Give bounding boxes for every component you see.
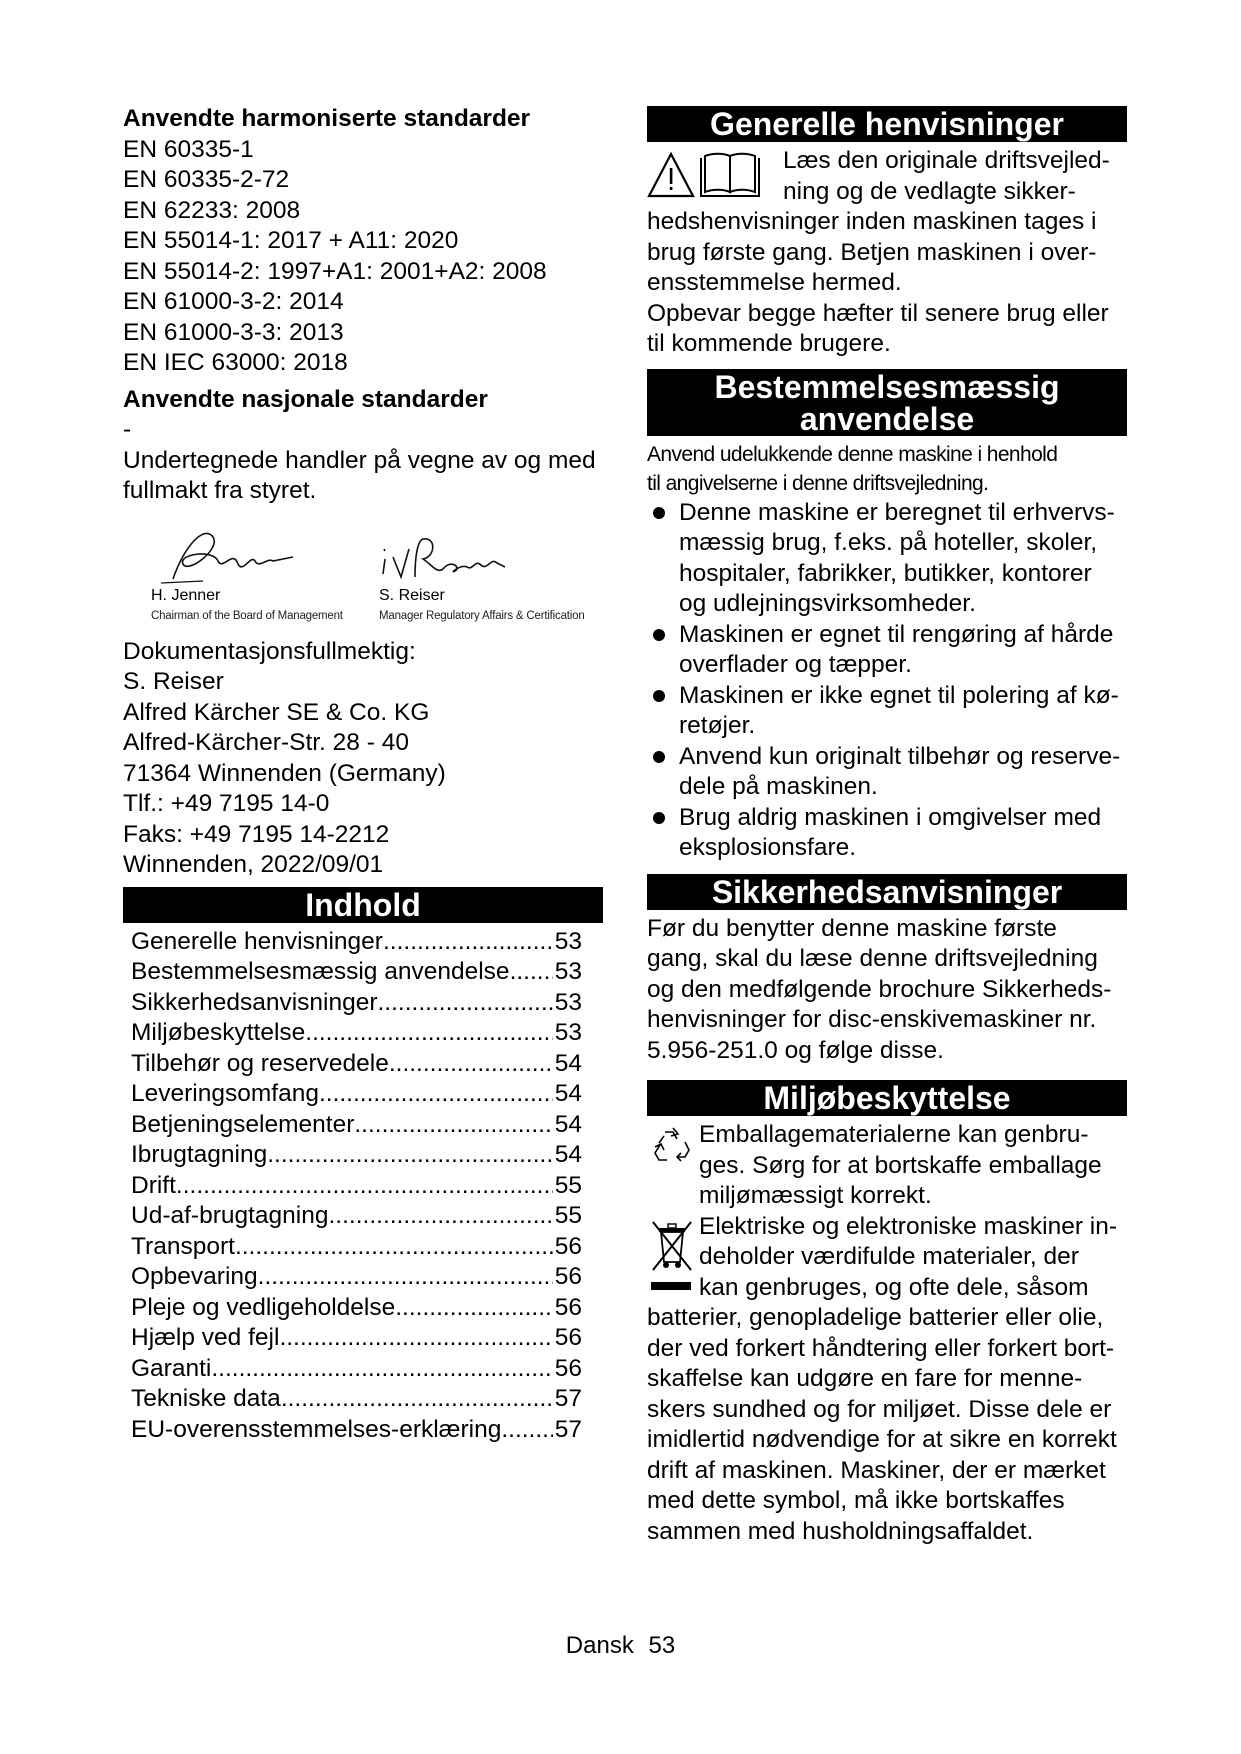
weee-line: skaffelse kan udgøre en fare for menne- (647, 1365, 1083, 1392)
general-line: ensstemmelse hermed. (647, 269, 902, 296)
safety-line: 5.956-251.0 og følge disse. (647, 1036, 944, 1064)
toc-entry[interactable] (131, 1018, 582, 1049)
bullet-icon (653, 690, 665, 702)
signed-text: Undertegnede handler på vegne av og med fullmakt fra styret. (123, 446, 596, 504)
toc-entry[interactable] (131, 1354, 582, 1385)
list-line: retøjer. (679, 712, 756, 739)
standard-item: EN 60335-1 (123, 135, 254, 163)
toc-title: Bestemmelsesmæssig anvendelse (131, 958, 510, 985)
toc-page: 56 (554, 1354, 582, 1382)
standard-item: EN IEC 63000: 2018 (123, 349, 348, 376)
address-line: Dokumentasjonsfullmektig: (123, 637, 416, 665)
weee-line: deholder værdifulde materialer, der (699, 1243, 1079, 1270)
signatory-role: Manager Regulatory Affairs & Certification (379, 609, 585, 622)
toc-entry[interactable] (131, 1079, 582, 1110)
bullet-icon (653, 629, 665, 641)
signature-reiser-graphic (371, 519, 531, 589)
standard-item: EN 55014-1: 2017 + A11: 2020 (123, 227, 459, 254)
intended-use-heading-line2: anvendelse (799, 400, 975, 437)
intended-use-heading-line1: Bestemmelsesmæssig (714, 368, 1060, 405)
recycle-icon (651, 1126, 695, 1170)
weee-section (647, 1212, 1127, 1548)
general-line: hedshenvisninger inden maskinen tages i (647, 208, 1097, 235)
address-line: Alfred-Kärcher-Str. 28 - 40 (123, 729, 409, 756)
standard-item: EN 60335-2-72 (123, 166, 290, 193)
toc-title: Ud-af-brugtagning (131, 1202, 329, 1229)
footer-language: Dansk (565, 1632, 634, 1659)
toc-entry[interactable] (131, 1110, 582, 1141)
list-item (647, 498, 1127, 620)
table-of-contents (131, 927, 603, 1446)
address-line: Tlf.: +49 7195 14-0 (123, 790, 330, 817)
toc-page: 54 (554, 1049, 582, 1077)
toc-page: 56 (554, 1293, 582, 1321)
toc-title: Miljøbeskyttelse (131, 1019, 306, 1046)
signature-reiser (371, 519, 585, 622)
weee-line: skers sundhed og for miljøet. Disse dele er (647, 1395, 1112, 1423)
list-line: Denne maskine er beregnet til erhvervs- (679, 498, 1115, 526)
toc-page: 53 (554, 958, 582, 985)
toc-entry[interactable] (131, 1049, 582, 1080)
national-heading: Anvendte nasjonale standarder (123, 385, 488, 413)
toc-title: Ibrugtagning (131, 1141, 268, 1168)
environment-heading: Miljøbeskyttelse (647, 1080, 1127, 1116)
general-line: brug første gang. Betjen maskinen i over- (647, 238, 1097, 266)
signatory-name: S. Reiser (379, 586, 445, 604)
toc-page: 56 (554, 1263, 582, 1290)
list-item (647, 803, 1127, 864)
toc-entry[interactable] (131, 1201, 582, 1232)
toc-page: 56 (554, 1324, 582, 1351)
signatory-name: H. Jenner (151, 586, 221, 604)
intended-use-heading (647, 369, 1127, 436)
toc-title: Opbevaring (131, 1263, 258, 1290)
toc-page: 53 (554, 988, 582, 1016)
list-line: hospitaler, fabrikker, butikker, kontorer (679, 559, 1092, 587)
signatures (123, 519, 603, 631)
address-line: Faks: +49 7195 14-2212 (123, 820, 390, 848)
toc-page: 55 (554, 1202, 582, 1229)
toc-entry[interactable] (131, 1415, 582, 1446)
safety-line: og den medfølgende brochure Sikkerheds- (647, 975, 1112, 1003)
general-section (647, 146, 1127, 360)
signatory-role: Chairman of the Board of Management (151, 609, 343, 622)
list-line: overflader og tæpper. (679, 651, 912, 678)
weee-line: sammen med husholdningsaffaldet. (647, 1517, 1034, 1545)
toc-page: 56 (554, 1232, 582, 1260)
warning-manual-icon (647, 146, 767, 208)
recycle-line: miljømæssigt korrekt. (699, 1182, 932, 1209)
list-line: Brug aldrig maskinen i omgivelser med (679, 803, 1102, 831)
toc-title: Generelle henvisninger (131, 927, 383, 955)
list-line: Maskinen er egnet til rengøring af hårde (679, 620, 1114, 648)
right-column (647, 104, 1127, 1547)
recycle-line: ges. Sørg for at bortskaffe emballage (699, 1151, 1102, 1179)
toc-entry[interactable] (131, 1232, 582, 1263)
weee-line: batterier, genopladelige batterier eller olie, (647, 1304, 1104, 1331)
weee-line: der ved forkert håndtering eller forkert bort- (647, 1334, 1115, 1362)
bullet-icon (653, 751, 665, 763)
weee-line: imidlertid nødvendige for at sikre en korrekt (647, 1426, 1117, 1453)
list-item (647, 742, 1127, 803)
address-line: 71364 Winnenden (Germany) (123, 759, 446, 787)
safety-line: gang, skal du læse denne driftsvejledning (647, 945, 1098, 972)
toc-entry[interactable] (131, 1262, 582, 1293)
toc-heading: Indhold (123, 887, 603, 923)
standard-item: EN 55014-2: 1997+A1: 2001+A2: 2008 (123, 257, 547, 285)
toc-entry[interactable] (131, 1323, 582, 1354)
address-line: Alfred Kärcher SE & Co. KG (123, 698, 430, 726)
standard-item: EN 61000-3-2: 2014 (123, 288, 344, 315)
general-line: Opbevar begge hæfter til senere brug eller (647, 299, 1109, 327)
toc-entry[interactable] (131, 1140, 582, 1171)
toc-entry[interactable] (131, 1293, 582, 1324)
national-value: - (123, 416, 132, 443)
toc-entry[interactable] (131, 927, 582, 958)
toc-page: 57 (554, 1415, 582, 1443)
list-item (647, 681, 1127, 742)
list-line: mæssig brug, f.eks. på hoteller, skoler, (679, 529, 1098, 556)
list-line: eksplosionsfare. (679, 834, 857, 861)
list-line: Maskinen er ikke egnet til polering af kø- (679, 681, 1119, 709)
toc-title: Leveringsomfang (131, 1080, 319, 1107)
toc-title: Tekniske data (131, 1385, 281, 1412)
recycle-section (647, 1120, 1127, 1212)
address-line: Winnenden, 2022/09/01 (123, 851, 384, 878)
intended-use-intro: Anvend udelukkende denne maskine i henhold (647, 442, 1058, 466)
toc-title: Transport (131, 1232, 235, 1260)
address-line: S. Reiser (123, 668, 224, 695)
standard-item: EN 62233: 2008 (123, 196, 301, 224)
signature-jenner (143, 519, 343, 622)
left-column (123, 104, 603, 1445)
general-heading: Generelle henvisninger (647, 106, 1127, 142)
toc-title: Hjælp ved fejl (131, 1324, 280, 1351)
toc-title: Pleje og vedligeholdelse (131, 1293, 396, 1321)
page-number: 53 (648, 1632, 676, 1659)
recycle-line: Emballagematerialerne kan genbru- (699, 1121, 1089, 1148)
safety-heading: Sikkerhedsanvisninger (647, 874, 1127, 910)
toc-entry[interactable] (131, 1171, 582, 1202)
list-line: og udlejningsvirksomheder. (679, 590, 976, 617)
signature-jenner-graphic (143, 519, 303, 589)
toc-page: 54 (554, 1141, 582, 1168)
toc-page: 55 (554, 1171, 582, 1199)
general-line: Læs den originale driftsvejled- (783, 147, 1110, 174)
toc-page: 57 (554, 1385, 582, 1412)
toc-title: EU-overensstemmelses-erklæring (131, 1415, 502, 1443)
weee-line: kan genbruges, og ofte dele, såsom (699, 1273, 1089, 1301)
page-footer (0, 1632, 1241, 1660)
weee-line: drift af maskinen. Maskiner, der er mærket (647, 1456, 1106, 1484)
bullet-icon (653, 812, 665, 824)
safety-line: henvisninger for disc-enskivemaskiner nr. (647, 1006, 1097, 1033)
toc-title: Garanti (131, 1354, 212, 1382)
intended-use-intro: til angivelserne i denne driftsvejledning. (647, 471, 989, 495)
list-item (647, 620, 1127, 681)
weee-line: med dette symbol, må ikke bortskaffes (647, 1487, 1065, 1514)
list-line: Anvend kun originalt tilbehør og reserve- (679, 742, 1121, 770)
general-line: til kommende brugere. (647, 330, 891, 357)
toc-title: Drift (131, 1171, 176, 1199)
general-line: ning og de vedlagte sikker- (783, 177, 1076, 205)
crossed-bin-icon (649, 1218, 695, 1302)
toc-title: Sikkerhedsanvisninger (131, 988, 378, 1016)
toc-page: 54 (554, 1080, 582, 1107)
toc-title: Betjeningselementer (131, 1110, 355, 1138)
toc-page: 54 (554, 1110, 582, 1138)
toc-title: Tilbehør og reservedele (131, 1049, 389, 1077)
toc-entry[interactable] (131, 957, 582, 988)
list-line: dele på maskinen. (679, 773, 878, 800)
toc-page: 53 (554, 927, 582, 955)
weee-line: Elektriske og elektroniske maskiner in- (699, 1212, 1118, 1240)
toc-entry[interactable] (131, 988, 582, 1019)
intended-use-list (647, 498, 1127, 864)
standard-item: EN 61000-3-3: 2013 (123, 318, 344, 346)
harmonized-heading: Anvendte harmoniserte standarder (123, 105, 531, 132)
toc-page: 53 (554, 1019, 582, 1046)
safety-line: Før du benytter denne maskine første (647, 914, 1057, 942)
toc-entry[interactable] (131, 1384, 582, 1415)
bullet-icon (653, 507, 665, 519)
